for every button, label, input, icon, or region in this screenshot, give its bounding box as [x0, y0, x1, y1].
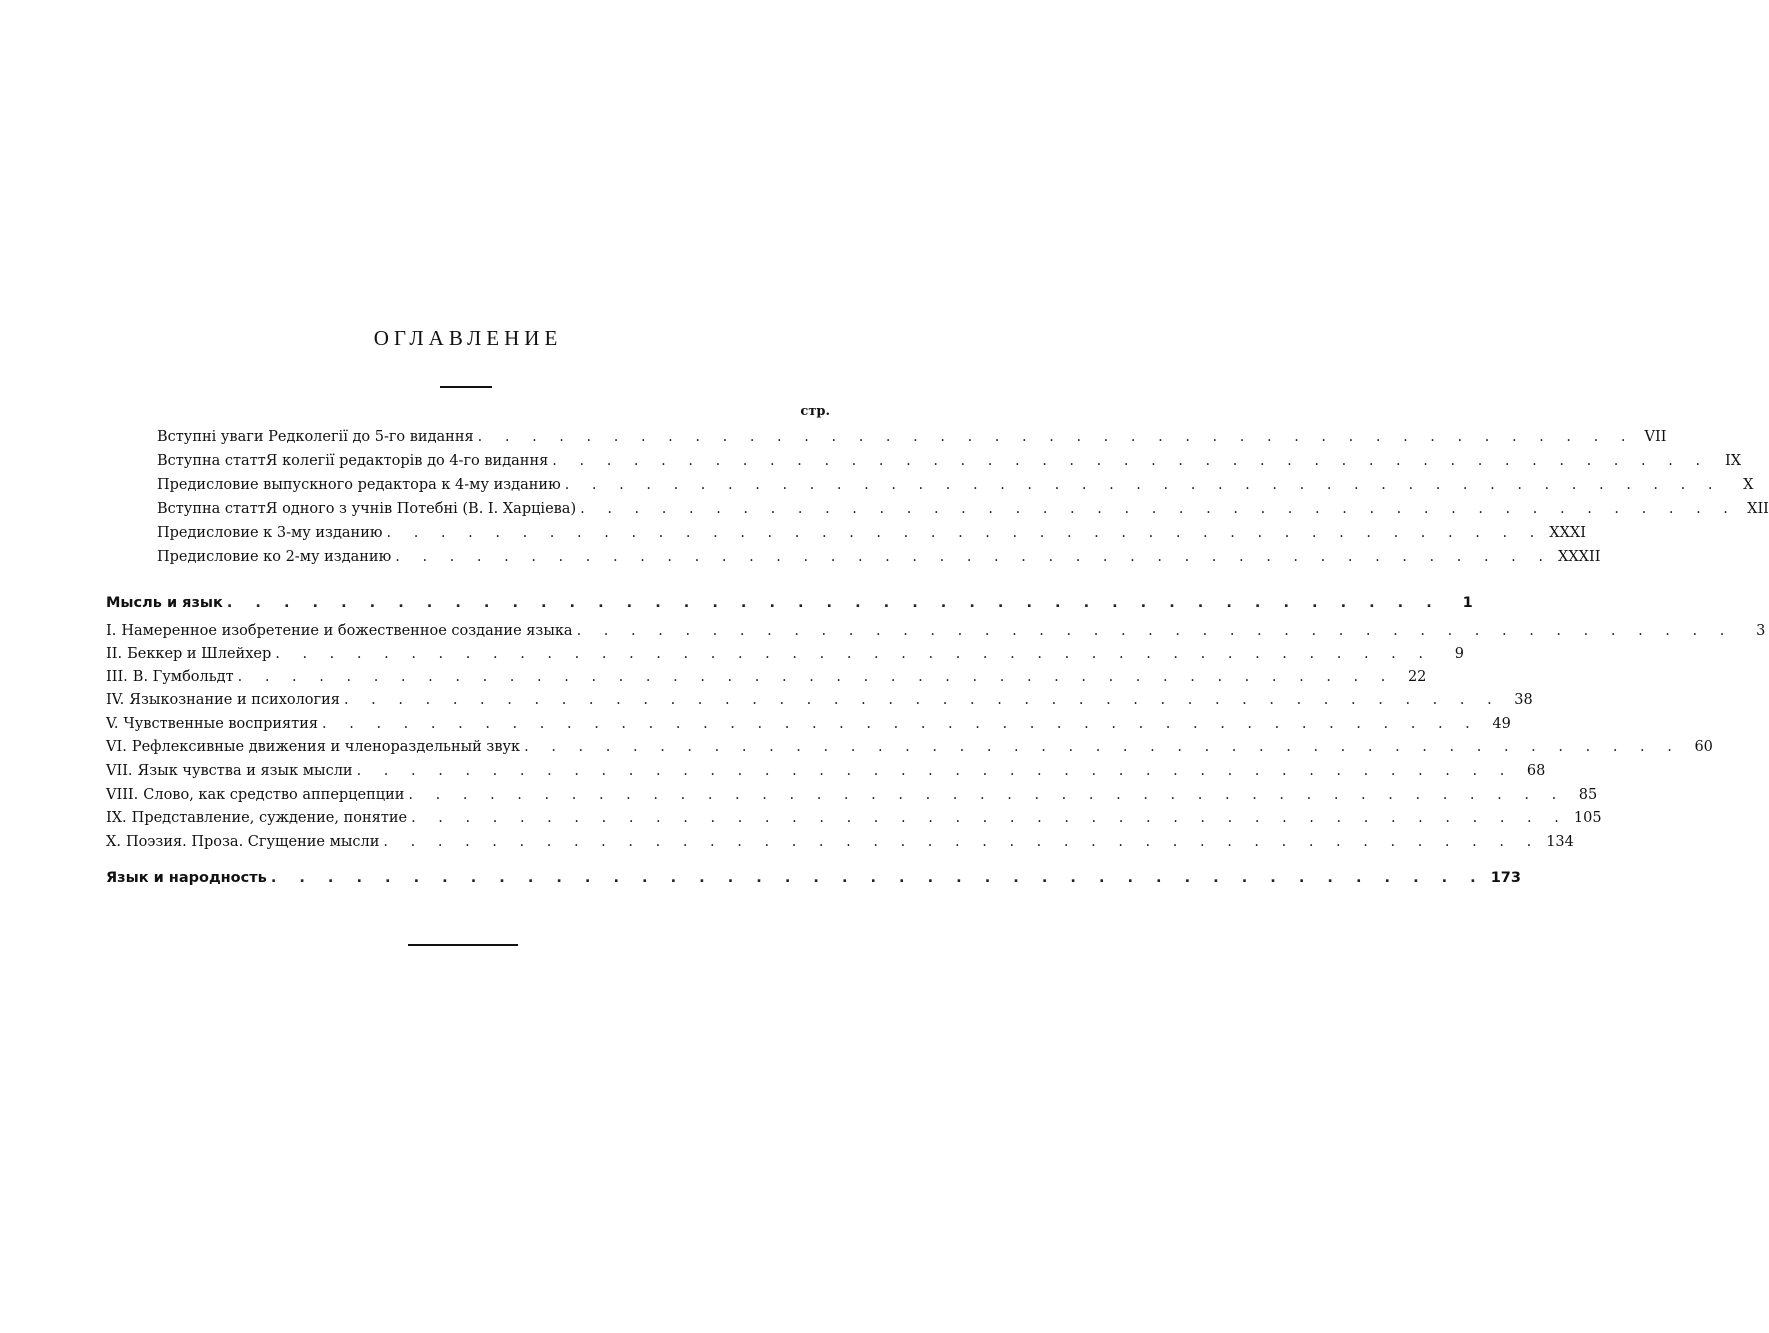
page-number: XII	[1747, 501, 1769, 517]
toc-entry-chapter[interactable]	[106, 831, 1574, 853]
page-number: 85	[1578, 787, 1598, 803]
toc-entry-chapter[interactable]	[106, 807, 1602, 829]
dot-leader: . . . . . . . . . . . . . . . . . . . . . . . . . . . . . . . . . . . . . . . . . . .	[552, 453, 1710, 469]
chapter-number: III.	[106, 669, 128, 685]
page-number: 173	[1490, 870, 1521, 886]
dot-leader: . . . . . . . . . . . . . . . . . . . . . . . . . . . . . . . . . . . . . . . . . . .	[275, 646, 1433, 662]
dot-leader: . . . . . . . . . . . . . . . . . . . . . . . . . . . . . . . . . . . . . . . . . . .	[408, 787, 1566, 803]
toc-entry-chapter[interactable]	[106, 666, 1427, 688]
entry-title: Рефлексивные движения и членораздельный звук	[131, 739, 521, 755]
entry-title: Чувственные восприятия	[123, 716, 319, 732]
page-number: 22	[1407, 669, 1427, 685]
entry-title: Представление, суждение, понятие	[131, 810, 408, 826]
dot-leader: . . . . . . . . . . . . . . . . . . . . . . . . . . . . . . . . . . . . . . . . . . .	[383, 834, 1541, 850]
page-number: 3	[1756, 623, 1766, 639]
dot-leader: . . . . . . . . . . . . . . . . . . . . . . . . . . . . . . . . . . . . . . . . . . .	[411, 810, 1568, 826]
entry-title: Поэзия. Проза. Сгущение мысли	[125, 834, 380, 850]
page-number: 9	[1454, 646, 1465, 662]
entry-title: Беккер и Шлейхер	[127, 646, 272, 662]
dot-leader: . . . . . . . . . . . . . . . . . . . . . . . . . . . . . . . . . . . . . . . . . . .	[237, 669, 1395, 685]
toc-entry-front-matter[interactable]	[157, 450, 1742, 472]
chapter-number: X.	[106, 834, 121, 850]
entry-title: Вступна статтЯ колегії редакторів до 4-го видання	[157, 453, 549, 469]
toc-entry-chapter[interactable]	[106, 784, 1598, 806]
dot-leader: . . . . . . . . . . . . . . . . . . . . . . . . . . . . . . . . . . . . . . . . . . .	[322, 716, 1479, 732]
entry-title: Слово, как средство апперцепции	[143, 787, 405, 803]
dot-leader: . . . . . . . . . . . . . . . . . . . . . . . . . . . . . . . . . . . . . . . . . . .	[343, 692, 1501, 708]
dot-leader: . . . . . . . . . . . . . . . . . . . . . . . . . . . . . . . . . . . . . . . . . . .	[386, 525, 1544, 541]
closing-divider	[408, 944, 518, 946]
chapter-number: IX.	[106, 810, 127, 826]
page-number: XXXI	[1549, 525, 1586, 541]
toc-section-heading[interactable]	[106, 592, 1473, 614]
chapter-number: V.	[106, 716, 119, 732]
entry-title: Предисловие ко 2-му изданию	[157, 549, 392, 565]
toc-entry-chapter[interactable]	[106, 760, 1546, 782]
entry-title: Вступні уваги Редколегії до 5-го видання	[157, 429, 474, 445]
entry-title: Мысль и язык	[106, 595, 223, 611]
entry-title: Предисловие к 3-му изданию	[157, 525, 383, 541]
entry-title: Предисловие выпускного редактора к 4-му изданию	[157, 477, 561, 493]
toc-entry-chapter[interactable]	[106, 620, 1766, 642]
chapter-number: VI.	[106, 739, 127, 755]
page-number: 134	[1546, 834, 1574, 850]
entry-title: Язык и народность	[106, 870, 267, 886]
entry-title: Вступна статтЯ одного з учнів Потебні (В. I. Харціева)	[157, 501, 577, 517]
dot-leader: . . . . . . . . . . . . . . . . . . . . . . . . . . . . . . . . . . . . . . . . . . .	[580, 501, 1737, 517]
toc-entry-front-matter[interactable]	[157, 426, 1667, 448]
page-number: 105	[1573, 810, 1602, 826]
toc-entry-chapter[interactable]	[106, 689, 1533, 711]
toc-entry-front-matter[interactable]	[157, 474, 1754, 496]
dot-leader: . . . . . . . . . . . . . . . . . . . . . . . . . . . . . . . . . . . . . . . . . . .	[356, 763, 1514, 779]
entry-title: В. Гумбольдт	[132, 669, 234, 685]
dot-leader: . . . . . . . . . . . . . . . . . . . . . . . . . . . . . . . . . . . . . . . . . . .	[576, 623, 1734, 639]
page-number: IX	[1725, 453, 1742, 469]
page-number: XXXII	[1558, 549, 1601, 565]
title-divider	[440, 386, 492, 388]
dot-leader: . . . . . . . . . . . . . . . . . . . . . . . . . . . . . . . . . . . . . . . . . . .	[270, 870, 1485, 886]
dot-leader: . . . . . . . . . . . . . . . . . . . . . . . . . . . . . . . . . . . . . . . . . . .	[477, 429, 1635, 445]
toc-entry-front-matter[interactable]	[157, 546, 1601, 568]
page-number: VII	[1644, 429, 1667, 445]
toc-entry-chapter[interactable]	[106, 643, 1465, 665]
page-number: X	[1743, 477, 1754, 493]
chapter-number: I.	[106, 623, 117, 639]
entry-title: Намеренное изобретение и божественное создание языка	[121, 623, 573, 639]
chapter-number: VII.	[106, 763, 133, 779]
toc-entry-front-matter[interactable]	[157, 522, 1586, 544]
page-column-label: стр.	[800, 404, 830, 419]
entry-title: Язык чувства и язык мысли	[137, 763, 353, 779]
dot-leader: . . . . . . . . . . . . . . . . . . . . . . . . . . . . . . . . . . . . . . . . . . .	[395, 549, 1553, 565]
chapter-number: VIII.	[106, 787, 139, 803]
entry-title: Языкознание и психология	[129, 692, 340, 708]
chapter-number: II.	[106, 646, 123, 662]
toc-section-heading[interactable]	[106, 867, 1521, 889]
dot-leader: . . . . . . . . . . . . . . . . . . . . . . . . . . . . . . . . . . . . . . . . . . .	[226, 595, 1441, 611]
toc-entry-chapter[interactable]	[106, 713, 1511, 735]
chapter-number: IV.	[106, 692, 125, 708]
page-number: 60	[1694, 739, 1713, 755]
page-number: 1	[1462, 595, 1473, 611]
page-number: 38	[1514, 692, 1533, 708]
toc-entry-front-matter[interactable]	[157, 498, 1769, 520]
page-number: 49	[1492, 716, 1511, 732]
toc-entry-chapter[interactable]	[106, 736, 1713, 758]
page-number: 68	[1526, 763, 1546, 779]
dot-leader: . . . . . . . . . . . . . . . . . . . . . . . . . . . . . . . . . . . . . . . . . . .	[564, 477, 1722, 493]
dot-leader: . . . . . . . . . . . . . . . . . . . . . . . . . . . . . . . . . . . . . . . . . . .	[524, 739, 1681, 755]
page-title: ОГЛАВЛЕНИЕ	[373, 326, 563, 350]
